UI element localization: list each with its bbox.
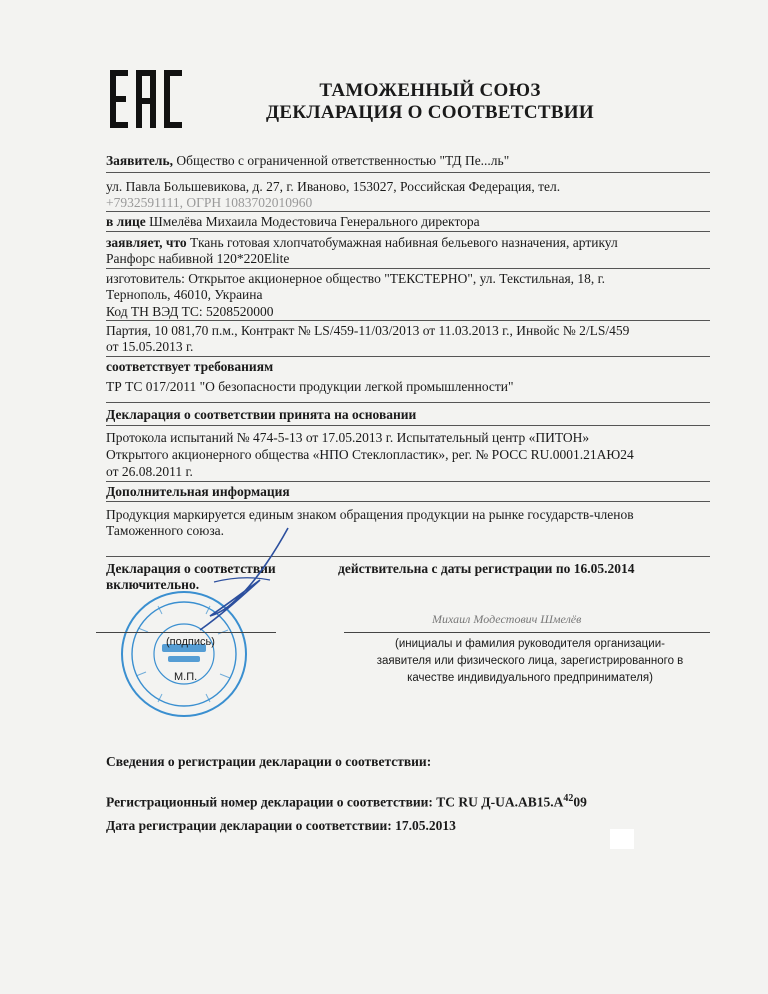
- person-text: Шмелёва Михаила Модестовича Генерального директора: [145, 214, 480, 229]
- divider: [106, 268, 710, 269]
- divider: [106, 425, 710, 426]
- applicant-text: Общество с ограниченной ответственностью "ТД Пе...ль": [172, 153, 510, 168]
- requirements-text: ТР ТС 017/2011 "О безопасности продукции легкой промышленности": [106, 379, 514, 394]
- registration-number-suffix: 42: [563, 793, 574, 804]
- white-patch: [610, 829, 634, 849]
- header-union: ТАМОЖЕННЫЙ СОЮЗ: [319, 80, 541, 101]
- validity-part3: включительно.: [106, 577, 200, 592]
- applicant-label: Заявитель,: [106, 153, 173, 168]
- additional-label: Дополнительная информация: [106, 484, 290, 499]
- basis-line1: Протокола испытаний № 474-5-13 от 17.05.2013 г. Испытательный центр «ПИТОН»: [106, 430, 590, 445]
- registration-number-label: Регистрационный номер декларации о соответствии: ТС RU Д-UA.АВ15.А: [106, 794, 564, 810]
- divider: [106, 211, 710, 212]
- registration-number-end: 09: [573, 794, 587, 810]
- signature-label: (подпись): [166, 636, 215, 648]
- applicant-address: ул. Павла Большевикова, д. 27, г. Иваново, 153027, Российская Федерация, тел.: [106, 179, 561, 194]
- divider: [106, 402, 710, 403]
- registration-number: [106, 791, 587, 811]
- header-declaration: ДЕКЛАРАЦИЯ О СООТВЕТСТВИИ: [266, 102, 594, 123]
- divider: [106, 356, 710, 357]
- registration-heading: Сведения о регистрации декларации о соответствии:: [106, 754, 432, 769]
- declares-text: Ткань готовая хлопчатобумажная набивная бельевого назначения, артикул: [186, 235, 618, 250]
- batch-date: от 15.05.2013 г.: [106, 339, 194, 354]
- eac-logo: [110, 70, 182, 128]
- basis-line3: от 26.08.2011 г.: [106, 464, 193, 479]
- caption-line1: (инициалы и фамилия руководителя организации-: [395, 638, 665, 650]
- declares-line: [106, 235, 618, 251]
- batch-line: Партия, 10 081,70 п.м., Контракт № LS/459-11/03/2013 от 11.03.2013 г., Инвойс № 2/LS/459: [106, 323, 630, 338]
- signature-line: [96, 632, 276, 633]
- declares-article: Ранфорс набивной 120*220Elite: [106, 251, 290, 266]
- additional-line1: Продукция маркируется единым знаком обращения продукции на рынке государств-членов: [106, 507, 634, 522]
- caption-line2: заявителя или физического лица, зарегистрированного в: [376, 655, 684, 667]
- divider: [106, 320, 710, 321]
- person-label: в лице: [106, 214, 146, 229]
- divider: [106, 501, 710, 502]
- declares-label: заявляет, что: [106, 235, 187, 250]
- signatory-name: Михаил Модестович Шмелёв: [432, 612, 582, 626]
- additional-line2: Таможенного союза.: [106, 523, 225, 538]
- basis-line2: Открытого акционерного общества «НПО Стеклопластик», рег. № РОСС RU.0001.21АЮ24: [106, 447, 634, 462]
- registration-date: Дата регистрации декларации о соответствии: 17.05.2013: [106, 818, 456, 833]
- name-line: [344, 632, 710, 633]
- basis-label: Декларация о соответствии принята на основании: [106, 407, 417, 422]
- validity-part1: Декларация о соответствии: [106, 561, 276, 576]
- hs-code: Код ТН ВЭД ТС: 5208520000: [106, 304, 274, 319]
- manufacturer-line: изготовитель: Открытое акционерное общество "ТЕКСТЕРНО", ул. Текстильная, 18, г.: [106, 271, 606, 286]
- divider: [106, 172, 710, 173]
- applicant-phone-ogrn: +7932591111, ОГРН 1083702010960: [106, 195, 313, 210]
- manufacturer-city: Тернополь, 46010, Украина: [106, 287, 263, 302]
- applicant-person: [106, 214, 480, 230]
- divider: [106, 231, 710, 232]
- signature-scribble: [180, 520, 320, 640]
- validity-part2: действительна с даты регистрации по 16.05.2014: [338, 561, 635, 576]
- divider: [106, 481, 710, 482]
- caption-line3: качестве индивидуального предпринимателя): [407, 672, 653, 684]
- applicant-line: [106, 153, 509, 169]
- requirements-label: соответствует требованиям: [106, 359, 274, 374]
- seal-label: М.П.: [174, 671, 198, 683]
